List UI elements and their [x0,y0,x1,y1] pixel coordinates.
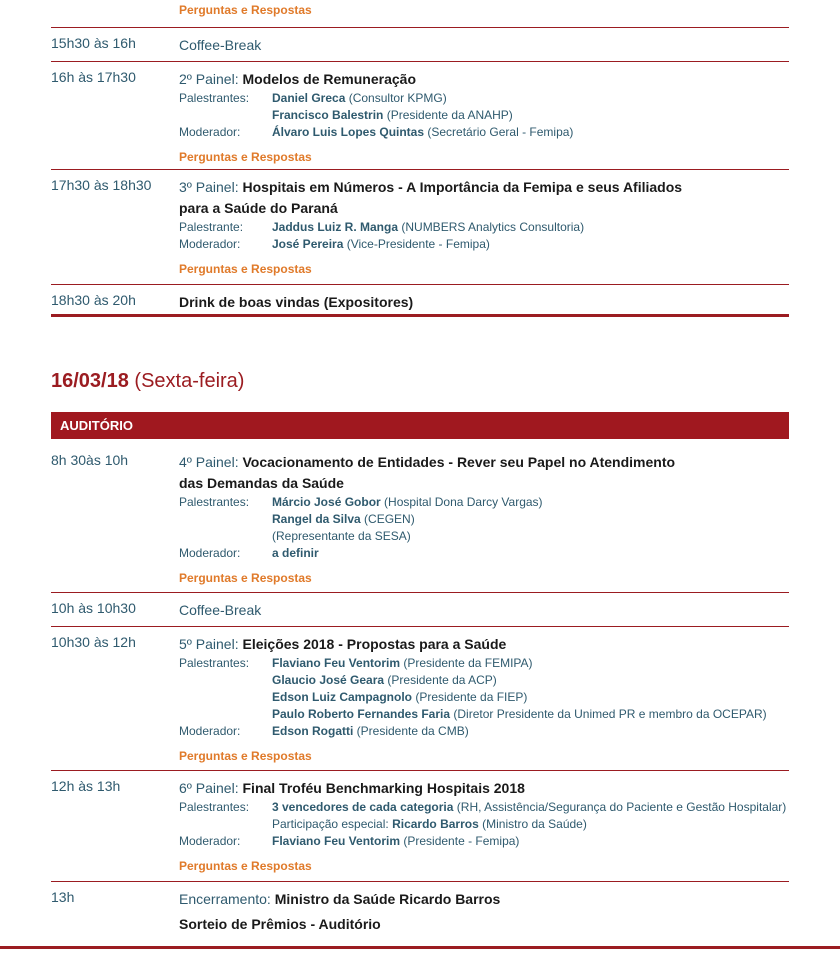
time-slot: 12h às 13h [51,778,121,794]
panel-title: 4º Painel: Vocacionamento de Entidades - Rever seu Papel no Atendimento [179,454,676,470]
time-slot: 17h30 às 18h30 [51,177,152,193]
coffee-break-label: Coffee-Break [179,37,262,53]
speaker-name: Márcio José Gobor [272,495,381,509]
time-slot: 15h30 às 16h [51,35,136,51]
speaker-name: Paulo Roberto Fernandes Faria [272,707,451,721]
day-heading [51,370,244,393]
schedule-row [51,771,789,882]
speaker-line: Paulo Roberto Fernandes Faria (Diretor Presidente da Unimed PR e membro da OCEPAR) [272,707,767,721]
moderator-line: Moderador: Álvaro Luis Lopes Quintas (Secretário Geral - Femipa) [179,125,574,139]
time-slot: 10h às 10h30 [51,600,136,616]
speaker-line: Palestrante: Jaddus Luiz R. Manga (NUMBERS Analytics Consultoria) [179,220,585,234]
speaker-name: Glaucio José Geara [272,673,385,687]
schedule-row [51,285,789,317]
schedule-row [51,62,789,170]
day-weekday: (Sexta-feira) [134,370,245,392]
panel-title: 5º Painel: Eleições 2018 - Propostas para a Saúde [179,636,507,652]
speaker-name: Daniel Greca [272,91,346,105]
special-guest-line: Participação especial: Ricardo Barros (Ministro da Saúde) [272,817,587,831]
room-band [51,412,789,439]
speaker-line: Palestrantes: 3 vencedores de cada categoria (RH, Assistência/Segurança do Paciente e Gestão Hospitalar) [179,800,787,814]
qa-label: Perguntas e Respostas [179,262,312,276]
moderator-name: José Pereira [272,237,344,251]
room-label: AUDITÓRIO [60,418,133,433]
day-date: 16/03/18 [51,370,129,392]
time-slot: 10h30 às 12h [51,634,136,650]
speaker-name: 3 vencedores de cada categoria [272,800,454,814]
panel-title: 2º Painel: Modelos de Remuneração [179,71,416,87]
panel-prefix: 2º Painel: [179,71,239,87]
section-divider [51,314,789,317]
welcome-drink-label: Drink de boas vindas (Expositores) [179,294,414,310]
speaker-name: Jaddus Luiz R. Manga [272,220,399,234]
panel-prefix: 3º Painel: [179,179,239,195]
panel-prefix: 5º Painel: [179,636,239,652]
closing-prefix: Encerramento: [179,891,271,907]
day2-schedule [51,445,789,942]
schedule-row [51,627,789,771]
time-slot: 8h 30às 10h [51,452,129,468]
schedule-row [51,170,789,285]
moderator-name: Álvaro Luis Lopes Quintas [272,125,425,139]
speaker-name: Ricardo Barros [392,817,479,831]
qa-label: Perguntas e Respostas [179,3,312,17]
moderator-line: Moderador: Flaviano Feu Ventorim (Presidente - Femipa) [179,834,520,848]
panel-title-cont: das Demandas da Saúde [179,475,344,491]
schedule-row [51,445,789,593]
panel-prefix: 4º Painel: [179,454,239,470]
qa-label: Perguntas e Respostas [179,571,312,585]
prize-draw-label: Sorteio de Prêmios - Auditório [179,916,381,932]
moderator-name: Edson Rogatti [272,724,354,738]
schedule-row [51,882,789,942]
panel-title: 6º Painel: Final Troféu Benchmarking Hospitais 2018 [179,780,525,796]
schedule-row [51,28,789,62]
moderator-line: Moderador: Edson Rogatti (Presidente da CMB) [179,724,469,738]
footer-divider [0,946,840,949]
day1-schedule [51,0,789,317]
speaker-line: Edson Luiz Campagnolo (Presidente da FIEP) [272,690,528,704]
speaker-name: Edson Luiz Campagnolo [272,690,412,704]
closing-title: Encerramento: Ministro da Saúde Ricardo Barros [179,891,501,907]
speaker-name: Francisco Balestrin [272,108,384,122]
speaker-name: Flaviano Feu Ventorim [272,656,401,670]
day1-top-row [51,0,789,28]
speaker-line: Rangel da Silva (CEGEN) [272,512,415,526]
panel-prefix: 6º Painel: [179,780,239,796]
time-slot: 16h às 17h30 [51,69,136,85]
speaker-line: Glaucio José Geara (Presidente da ACP) [272,673,497,687]
speaker-line: Francisco Balestrin (Presidente da ANAHP) [272,108,513,122]
speaker-line: Palestrantes: Daniel Greca (Consultor KPMG) [179,91,447,105]
moderator-line: Moderador: a definir [179,546,319,560]
qa-label: Perguntas e Respostas [179,749,312,763]
panel-title: 3º Painel: Hospitais em Números - A Importância da Femipa e seus Afiliados [179,179,683,195]
speaker-line: Palestrantes: Flaviano Feu Ventorim (Presidente da FEMIPA) [179,656,533,670]
panel-title-cont: para a Saúde do Paraná [179,200,338,216]
time-slot: 18h30 às 20h [51,292,136,308]
time-slot: 13h [51,889,75,905]
moderator-name: Flaviano Feu Ventorim [272,834,401,848]
schedule-row [51,593,789,627]
moderator-line: Moderador: José Pereira (Vice-Presidente - Femipa) [179,237,490,251]
coffee-break-label: Coffee-Break [179,602,262,618]
qa-label: Perguntas e Respostas [179,859,312,873]
speaker-line: (Representante da SESA) [272,529,411,543]
speaker-line: Palestrantes: Márcio José Gobor (Hospital Dona Darcy Vargas) [179,495,543,509]
speaker-name: Rangel da Silva [272,512,361,526]
moderator-name: a definir [272,546,319,560]
qa-label: Perguntas e Respostas [179,150,312,164]
